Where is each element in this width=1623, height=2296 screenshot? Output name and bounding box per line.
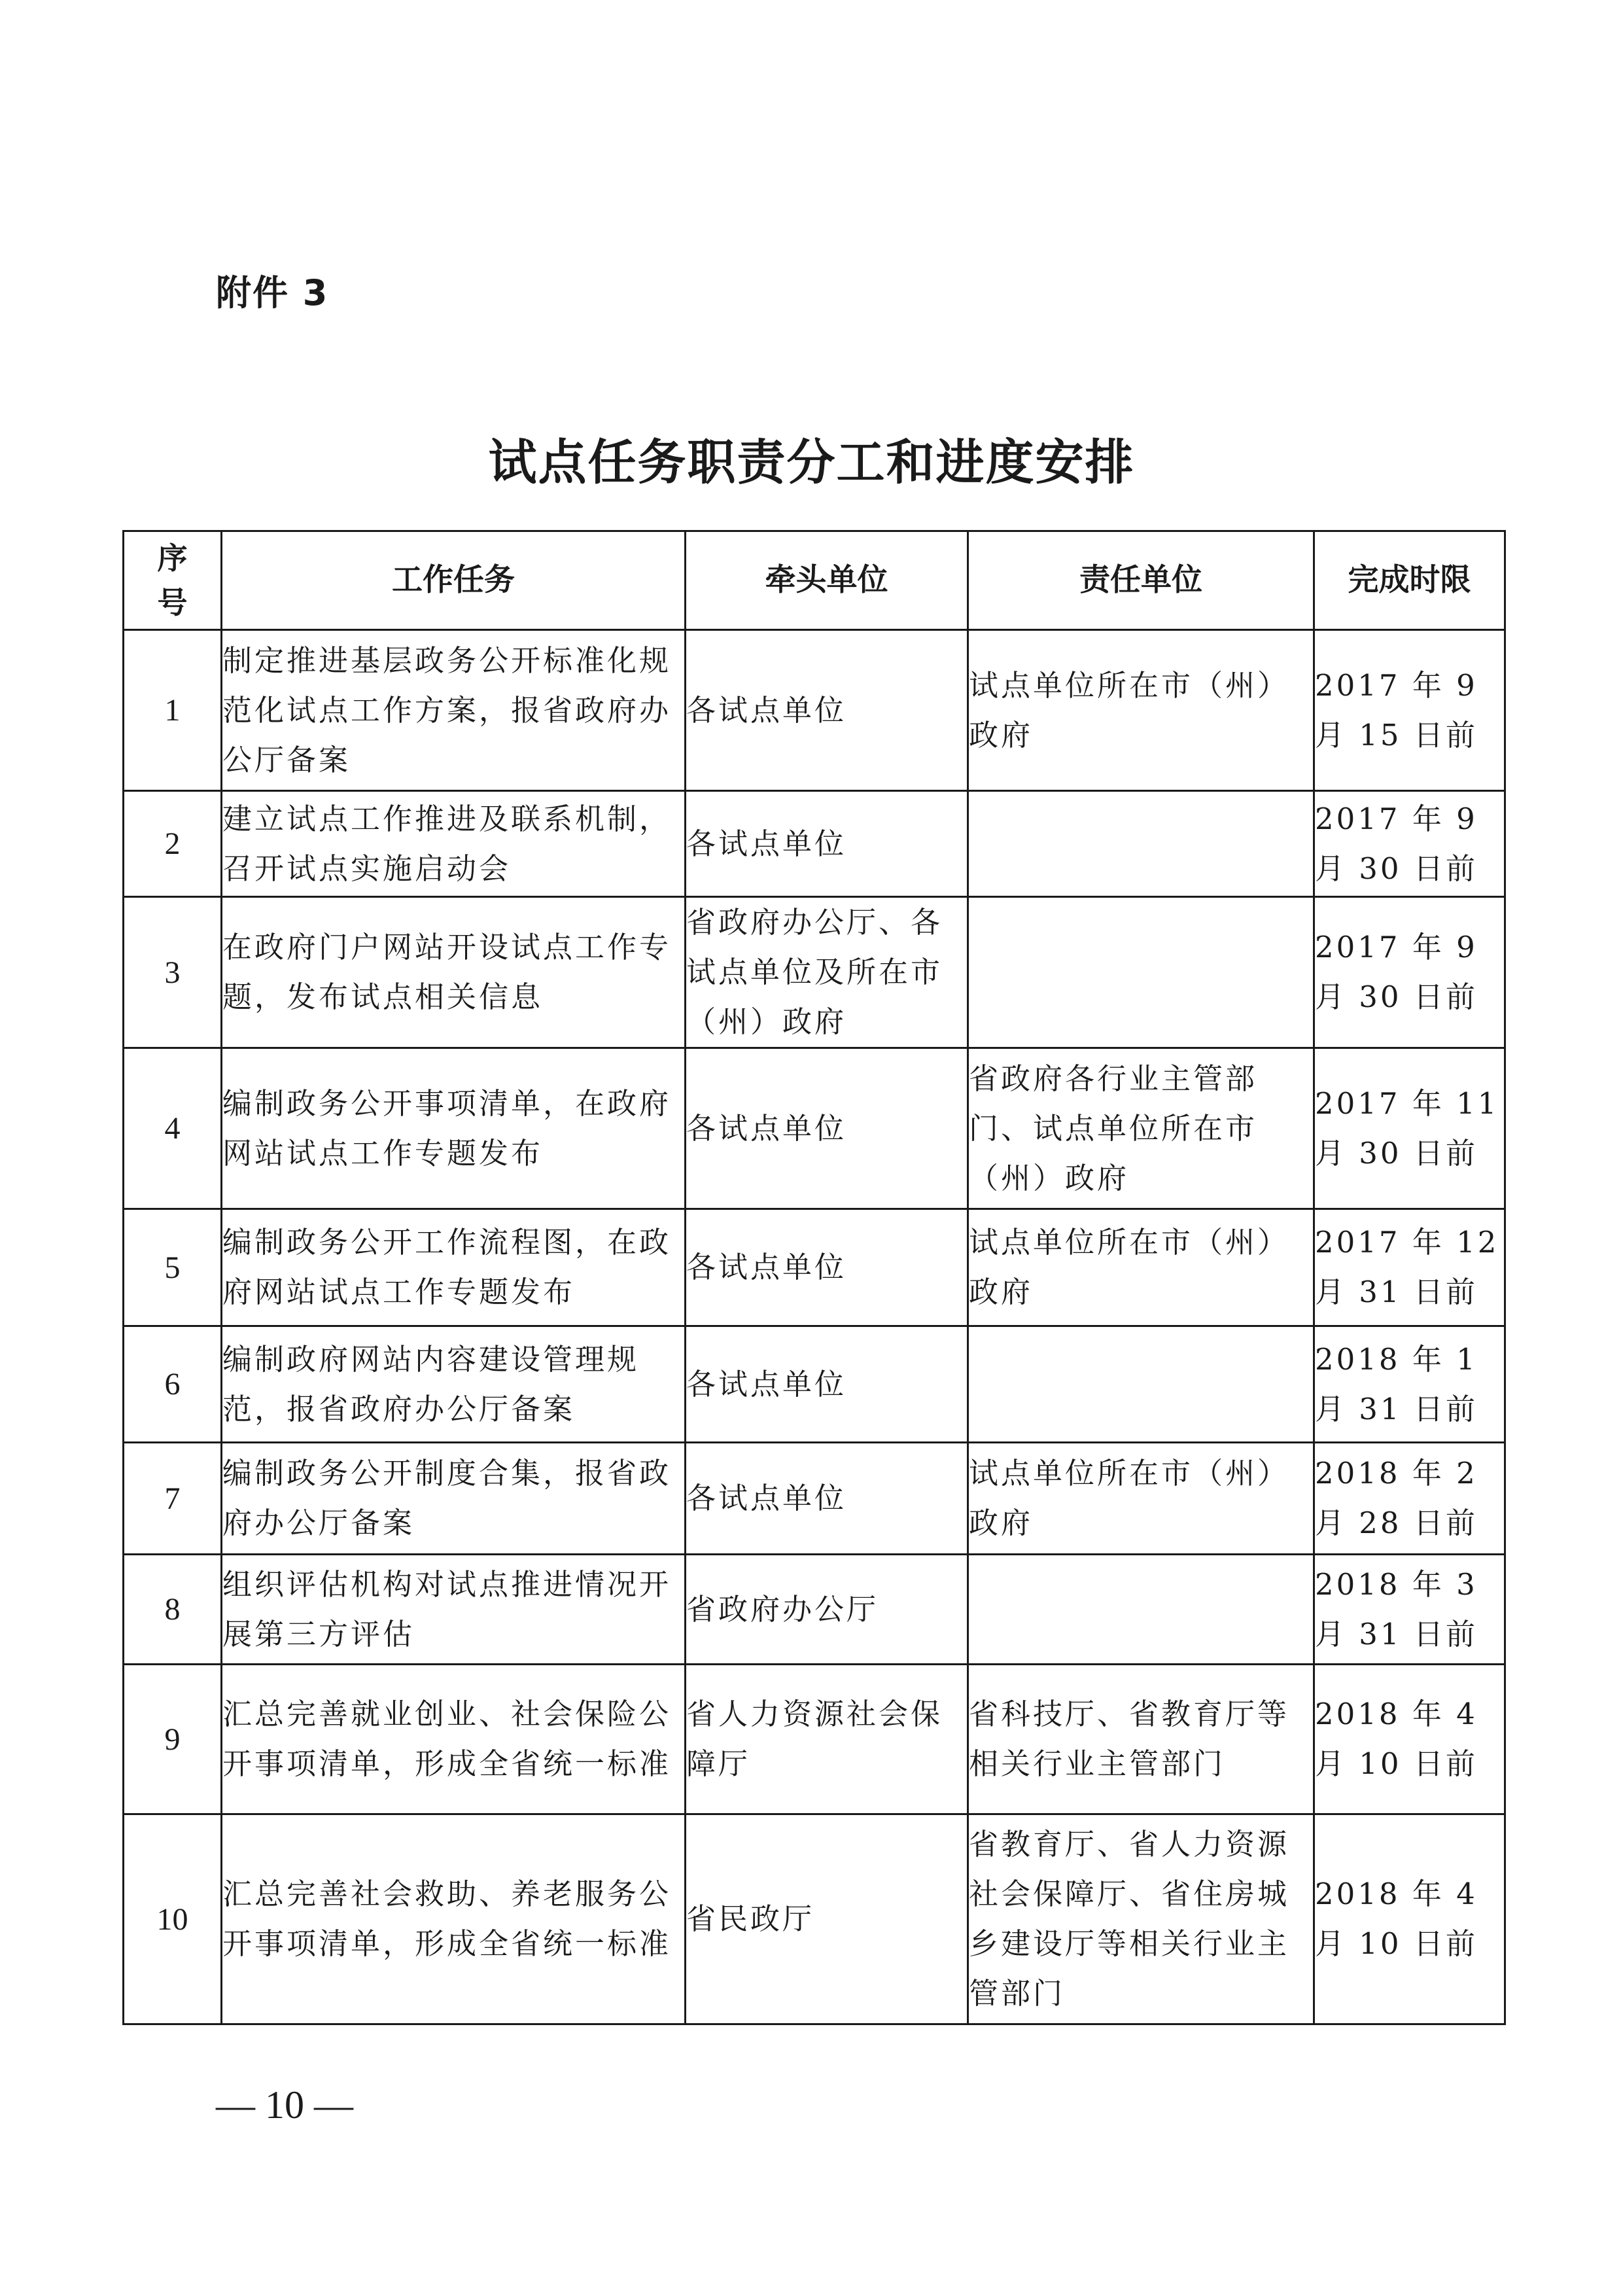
table-row bbox=[124, 791, 1505, 897]
responsible-unit-cell bbox=[968, 1555, 1314, 1665]
deadline-cell: 2018 年 3 月 31 日前 bbox=[1314, 1555, 1505, 1665]
header-seq-line2: 号 bbox=[157, 585, 188, 620]
deadline-cell: 2017 年 11 月 30 日前 bbox=[1314, 1048, 1505, 1209]
responsible-unit-cell bbox=[968, 897, 1314, 1048]
lead-unit-cell: 省人力资源社会保障厅 bbox=[686, 1665, 968, 1814]
row-number: 1 bbox=[124, 630, 222, 791]
lead-unit-cell: 各试点单位 bbox=[686, 1209, 968, 1326]
row-number: 2 bbox=[124, 791, 222, 897]
page-number: — 10 — bbox=[216, 2083, 353, 2127]
task-cell: 建立试点工作推进及联系机制，召开试点实施启动会 bbox=[222, 791, 686, 897]
responsible-unit-cell: 试点单位所在市（州）政府 bbox=[968, 1443, 1314, 1555]
task-cell: 汇总完善就业创业、社会保险公开事项清单，形成全省统一标准 bbox=[222, 1665, 686, 1814]
deadline-cell: 2017 年 9 月 15 日前 bbox=[1314, 630, 1505, 791]
row-number: 5 bbox=[124, 1209, 222, 1326]
responsible-unit-cell bbox=[968, 1326, 1314, 1443]
table-row bbox=[124, 1814, 1505, 2024]
row-number: 10 bbox=[124, 1814, 222, 2024]
lead-unit-cell: 省政府办公厅、各试点单位及所在市（州）政府 bbox=[686, 897, 968, 1048]
table-row bbox=[124, 1555, 1505, 1665]
responsible-unit-cell: 试点单位所在市（州）政府 bbox=[968, 630, 1314, 791]
row-number: 3 bbox=[124, 897, 222, 1048]
header-deadline: 完成时限 bbox=[1314, 531, 1505, 630]
responsible-unit-cell: 省政府各行业主管部门、试点单位所在市（州）政府 bbox=[968, 1048, 1314, 1209]
header-seq bbox=[124, 531, 222, 630]
header-lead-unit: 牵头单位 bbox=[686, 531, 968, 630]
row-number: 4 bbox=[124, 1048, 222, 1209]
row-number: 8 bbox=[124, 1555, 222, 1665]
lead-unit-cell: 各试点单位 bbox=[686, 1048, 968, 1209]
header-seq-line1: 序 bbox=[157, 540, 188, 576]
task-cell: 组织评估机构对试点推进情况开展第三方评估 bbox=[222, 1555, 686, 1665]
deadline-cell: 2018 年 2 月 28 日前 bbox=[1314, 1443, 1505, 1555]
table-row bbox=[124, 1665, 1505, 1814]
responsible-unit-cell: 试点单位所在市（州）政府 bbox=[968, 1209, 1314, 1326]
deadline-cell: 2017 年 9 月 30 日前 bbox=[1314, 791, 1505, 897]
lead-unit-cell: 省民政厅 bbox=[686, 1814, 968, 2024]
table-row bbox=[124, 1326, 1505, 1443]
table-row bbox=[124, 897, 1505, 1048]
task-cell: 汇总完善社会救助、养老服务公开事项清单，形成全省统一标准 bbox=[222, 1814, 686, 2024]
header-task: 工作任务 bbox=[222, 531, 686, 630]
deadline-cell: 2018 年 1 月 31 日前 bbox=[1314, 1326, 1505, 1443]
deadline-cell: 2017 年 12 月 31 日前 bbox=[1314, 1209, 1505, 1326]
task-table bbox=[122, 530, 1506, 2025]
task-cell: 编制政务公开制度合集，报省政府办公厅备案 bbox=[222, 1443, 686, 1555]
deadline-cell: 2017 年 9 月 30 日前 bbox=[1314, 897, 1505, 1048]
table-row bbox=[124, 1048, 1505, 1209]
row-number: 9 bbox=[124, 1665, 222, 1814]
responsible-unit-cell: 省教育厅、省人力资源社会保障厅、省住房城乡建设厅等相关行业主管部门 bbox=[968, 1814, 1314, 2024]
responsible-unit-cell: 省科技厅、省教育厅等相关行业主管部门 bbox=[968, 1665, 1314, 1814]
deadline-cell: 2018 年 4 月 10 日前 bbox=[1314, 1814, 1505, 2024]
header-responsible-unit: 责任单位 bbox=[968, 531, 1314, 630]
task-cell: 编制政务公开事项清单，在政府网站试点工作专题发布 bbox=[222, 1048, 686, 1209]
table-row bbox=[124, 630, 1505, 791]
attachment-label: 附件 3 bbox=[216, 272, 329, 313]
document-title: 试点任务职责分工和进度安排 bbox=[488, 434, 1135, 491]
lead-unit-cell: 省政府办公厅 bbox=[686, 1555, 968, 1665]
task-cell: 编制政府网站内容建设管理规范，报省政府办公厅备案 bbox=[222, 1326, 686, 1443]
task-cell: 制定推进基层政务公开标准化规范化试点工作方案，报省政府办公厅备案 bbox=[222, 630, 686, 791]
table-header-row bbox=[124, 531, 1505, 630]
table-row bbox=[124, 1443, 1505, 1555]
deadline-cell: 2018 年 4 月 10 日前 bbox=[1314, 1665, 1505, 1814]
row-number: 6 bbox=[124, 1326, 222, 1443]
table-row bbox=[124, 1209, 1505, 1326]
row-number: 7 bbox=[124, 1443, 222, 1555]
lead-unit-cell: 各试点单位 bbox=[686, 1326, 968, 1443]
responsible-unit-cell bbox=[968, 791, 1314, 897]
lead-unit-cell: 各试点单位 bbox=[686, 791, 968, 897]
task-cell: 编制政务公开工作流程图，在政府网站试点工作专题发布 bbox=[222, 1209, 686, 1326]
task-cell: 在政府门户网站开设试点工作专题，发布试点相关信息 bbox=[222, 897, 686, 1048]
lead-unit-cell: 各试点单位 bbox=[686, 630, 968, 791]
lead-unit-cell: 各试点单位 bbox=[686, 1443, 968, 1555]
